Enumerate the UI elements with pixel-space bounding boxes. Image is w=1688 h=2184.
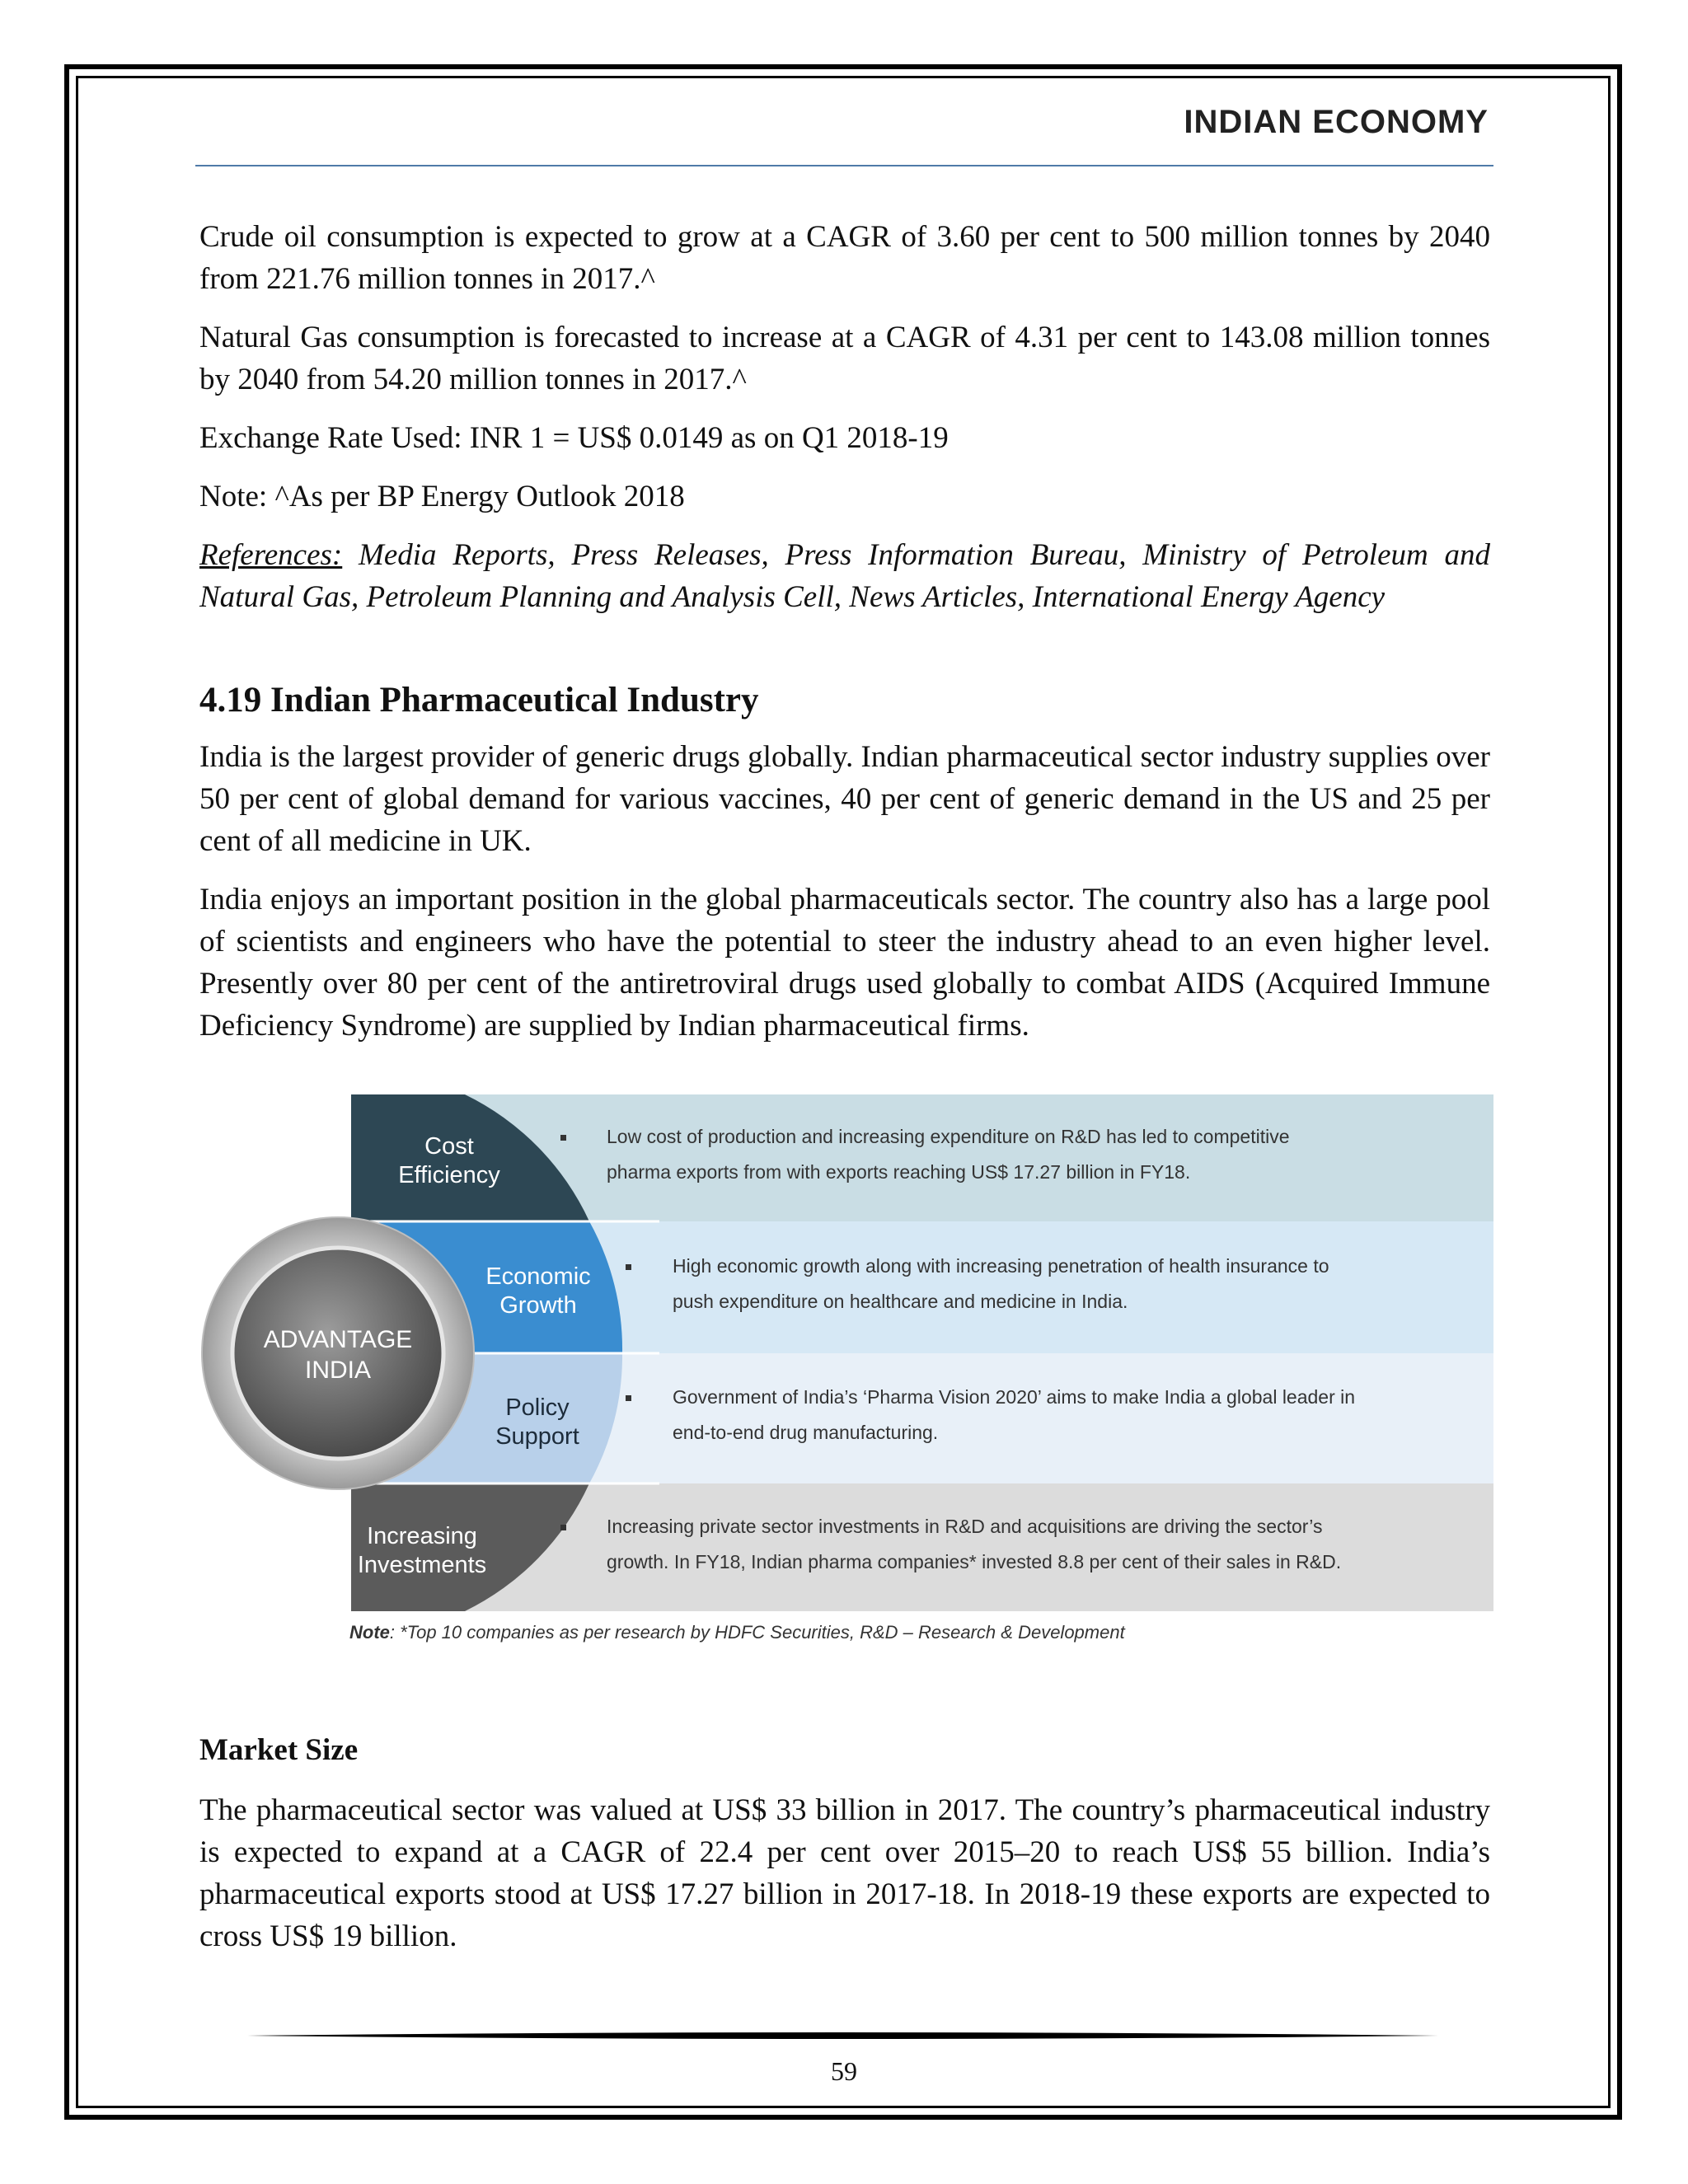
advantage-core — [232, 1248, 443, 1459]
market-size-heading: Market Size — [199, 1733, 359, 1767]
bullet-investments — [560, 1525, 566, 1530]
text-cost-1: Low cost of production and increasing expenditure on R&D has led to competitive — [607, 1126, 1290, 1147]
text-investments-2: growth. In FY18, Indian pharma companies* invested 8.8 per cent of their sales in R&D. — [607, 1551, 1342, 1572]
text-economic-1: High economic growth along with increasing penetration of health insurance to — [673, 1255, 1329, 1277]
label-policy-2: Support — [495, 1423, 579, 1450]
label-economic-1: Economic — [485, 1263, 591, 1290]
bullet-economic — [626, 1264, 631, 1270]
text-policy-2: end-to-end drug manufacturing. — [673, 1422, 939, 1443]
label-investments-2: Investments — [357, 1552, 487, 1578]
label-policy-1: Policy — [505, 1394, 570, 1421]
label-cost-2: Efficiency — [398, 1162, 500, 1188]
text-economic-2: push expenditure on healthcare and medicine in India. — [673, 1291, 1128, 1312]
running-header: INDIAN ECONOMY — [1184, 104, 1489, 140]
paragraph-pharma-2: India enjoys an important position in the global pharmaceuticals sector. The country also has a large pool of scientists and engineers who have the potential to steer the industry ahead to an even higher level. Presently over 80 per cent of the antiretroviral drugs used globally to combat AIDS (Acquired Immune Deficiency Syndrome) are supplied by Indian pharmaceutical firms. — [199, 883, 1490, 1043]
paragraph-crude-oil: Crude oil consumption is expected to grow at a CAGR of 3.60 per cent to 500 million tonnes by 2040 from 221.76 million tonnes in 2017.^ — [199, 220, 1490, 296]
paragraph-pharma-1: India is the largest provider of generic drugs globally. Indian pharmaceutical sector industry supplies over 50 per cent of global demand for various vaccines, 40 per cent of generic demand in the US and 25 per cent of all medicine in UK. — [199, 740, 1490, 858]
page-number: 59 — [831, 2056, 857, 2086]
bullet-cost — [560, 1135, 566, 1141]
market-size-paragraph: The pharmaceutical sector was valued at US$ 33 billion in 2017. The country’s pharmaceutical industry is expected to expand at a CAGR of 22.4 per cent over 2015–20 to reach US$ 55 billion. India’s pharmaceutical exports stood at US$ 17.27 billion in 2017-18. In 2018-19 these exports are expected to cross US$ 19 billion. — [199, 1793, 1490, 1953]
infographic-note — [349, 1622, 1125, 1643]
paragraph-natural-gas: Natural Gas consumption is forecasted to increase at a CAGR of 4.31 per cent to 143.08 million tonnes by 2040 from 54.20 million tonnes in 2017.^ — [199, 321, 1490, 396]
note-text: : *Top 10 companies as per research by HDFC Securities, R&D – Research & Development — [389, 1622, 1125, 1643]
text-policy-1: Government of India’s ‘Pharma Vision 2020’ aims to make India a global leader in — [673, 1386, 1356, 1408]
section-heading: 4.19 Indian Pharmaceutical Industry — [199, 681, 759, 719]
paragraph-note: Note: ^As per BP Energy Outlook 2018 — [199, 480, 685, 513]
references-text: Media Reports, Press Releases, Press Information Bureau, Ministry of Petroleum and Natural Gas, Petroleum Planning and Analysis Cell, News Articles, International Energy Agency — [199, 538, 1490, 614]
advantage-label-2: INDIA — [304, 1357, 372, 1384]
advantage-label-1: ADVANTAGE — [263, 1326, 413, 1353]
references-label: References: — [199, 538, 343, 572]
paragraph-exchange-rate: Exchange Rate Used: INR 1 = US$ 0.0149 as on Q1 2018-19 — [199, 421, 949, 455]
note-label: Note — [349, 1622, 390, 1643]
header-rule — [195, 165, 1493, 166]
market-size-section — [199, 1729, 1490, 1957]
text-investments-1: Increasing private sector investments in R&D and acquisitions are driving the sector’s — [607, 1516, 1323, 1537]
bullet-policy — [626, 1395, 631, 1401]
label-economic-2: Growth — [499, 1292, 577, 1319]
label-investments-1: Increasing — [367, 1523, 477, 1549]
text-cost-2: pharma exports from with exports reaching US$ 17.27 billion in FY18. — [607, 1161, 1191, 1183]
advantage-india-infographic — [198, 1088, 1493, 1648]
label-cost-1: Cost — [424, 1133, 474, 1160]
body-text — [199, 216, 1490, 1063]
footer-rule — [247, 2031, 1438, 2041]
paragraph-references — [199, 534, 1490, 618]
